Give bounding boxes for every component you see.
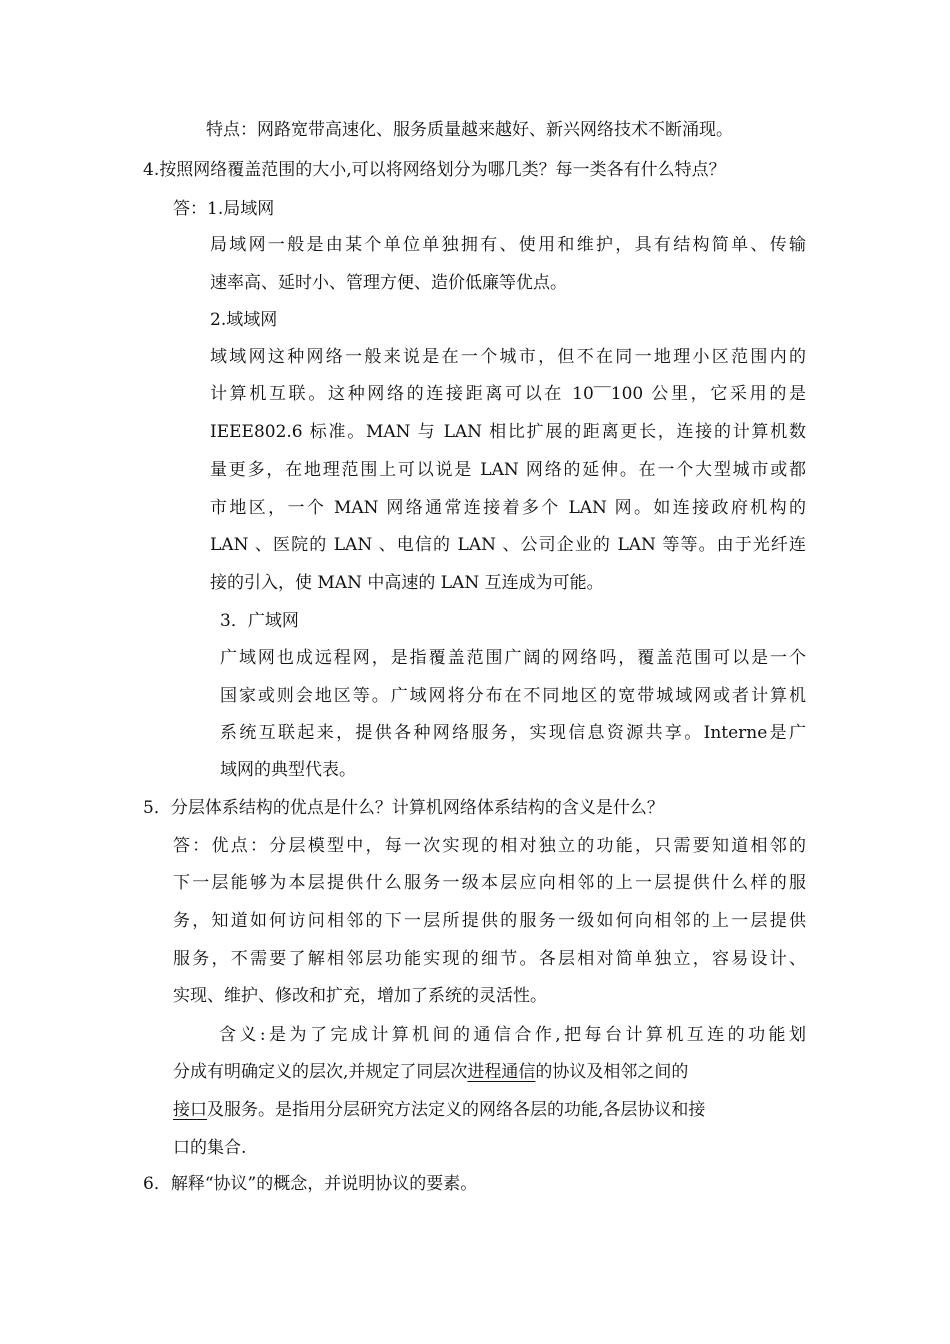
- meaning-line-2-end: 的协议及相邻之间的: [535, 1062, 689, 1082]
- heading-wan: 3．广域网: [220, 611, 299, 631]
- question-5: 5．分层体系结构的优点是什么？计算机网络体系结构的含义是什么？: [143, 798, 664, 818]
- text-line-wan-3: 系统互联起来，提供各种网络服务，实现信息资源共享。Interne是广: [220, 723, 806, 743]
- text-line-man-5: 市地区，一个 MAN 网络通常连接着多个 LAN 网。如连接政府机构的: [210, 498, 806, 518]
- question-6: 6．解释“协议”的概念，并说明协议的要素。: [143, 1174, 478, 1194]
- meaning-line-1: 含义:是为了完成计算机间的通信合作,把每台计算机互连的功能划: [219, 1025, 806, 1045]
- meaning-line-2: [173, 1060, 688, 1084]
- answer-5-line-1: 答：优点：分层模型中，每一次实现的相对独立的功能，只需要知道相邻的: [173, 836, 806, 856]
- text-line-wan-4: 域网的典型代表。: [220, 760, 356, 780]
- link-process-communication: 进程通信: [467, 1062, 536, 1082]
- text-line-man-4: 量更多，在地理范围上可以说是 LAN 网络的延伸。在一个大型城市或都: [210, 460, 806, 480]
- answer-5-line-3: 务，知道如何访问相邻的下一层所提供的服务一级如何向相邻的上一层提供: [173, 911, 806, 931]
- answer-5-line-2: 下一层能够为本层提供什么服务一级本层应向相邻的上一层提供什么样的服: [173, 873, 806, 893]
- text-line-wan-1: 广域网也成远程网，是指覆盖范围广阔的网络吗，覆盖范围可以是一个: [220, 648, 806, 668]
- text-line-lan-2: 速率高、延时小、管理方便、造价低廉等优点。: [210, 273, 567, 293]
- link-interface: 接口: [173, 1100, 207, 1120]
- text-line-lan-1: 局域网一般是由某个单位单独拥有、使用和维护，具有结构简单、传输: [210, 235, 806, 255]
- meaning-line-3-rest: 及服务。是指用分层研究方法定义的网络各层的功能,各层协议和接: [207, 1100, 706, 1120]
- answer-5-line-5: 实现、维护、修改和扩充，增加了系统的灵活性。: [173, 986, 547, 1006]
- meaning-line-3: [173, 1098, 705, 1122]
- text-line-wan-2: 国家或则会地区等。广域网将分布在不同地区的宽带城域网或者计算机: [220, 686, 806, 706]
- heading-man: 2.域域网: [210, 310, 278, 330]
- text-line-man-7: 接的引入，使 MAN 中高速的 LAN 互连成为可能。: [210, 573, 604, 593]
- text-line-man-3: IEEE802.6 标准。MAN 与 LAN 相比扩展的距离更长，连接的计算机数: [210, 422, 806, 442]
- answer-4-heading-lan: 答：1.局域网: [173, 199, 275, 219]
- question-4: 4.按照网络覆盖范围的大小,可以将网络划分为哪几类？每一类各有什么特点？: [143, 160, 726, 180]
- answer-5-line-4: 服务，不需要了解相邻层功能实现的细节。各层相对简单独立，容易设计、: [173, 949, 806, 969]
- text-line-man-1: 域域网这种网络一般来说是在一个城市，但不在同一地理小区范围内的: [210, 347, 806, 367]
- text-line-features: 特点：网路宽带高速化、服务质量越来越好、新兴网络技术不断涌现。: [206, 120, 733, 140]
- meaning-line-4: 口的集合.: [173, 1138, 247, 1158]
- text-line-man-6: LAN 、医院的 LAN 、电信的 LAN 、公司企业的 LAN 等等。由于光纤连: [210, 535, 806, 555]
- text-line-man-2: 计算机互联。这种网络的连接距离可以在 10‾‾100 公里，它采用的是: [210, 384, 806, 404]
- meaning-line-2-start: 分成有明确定义的层次,并规定了同层次: [173, 1062, 468, 1082]
